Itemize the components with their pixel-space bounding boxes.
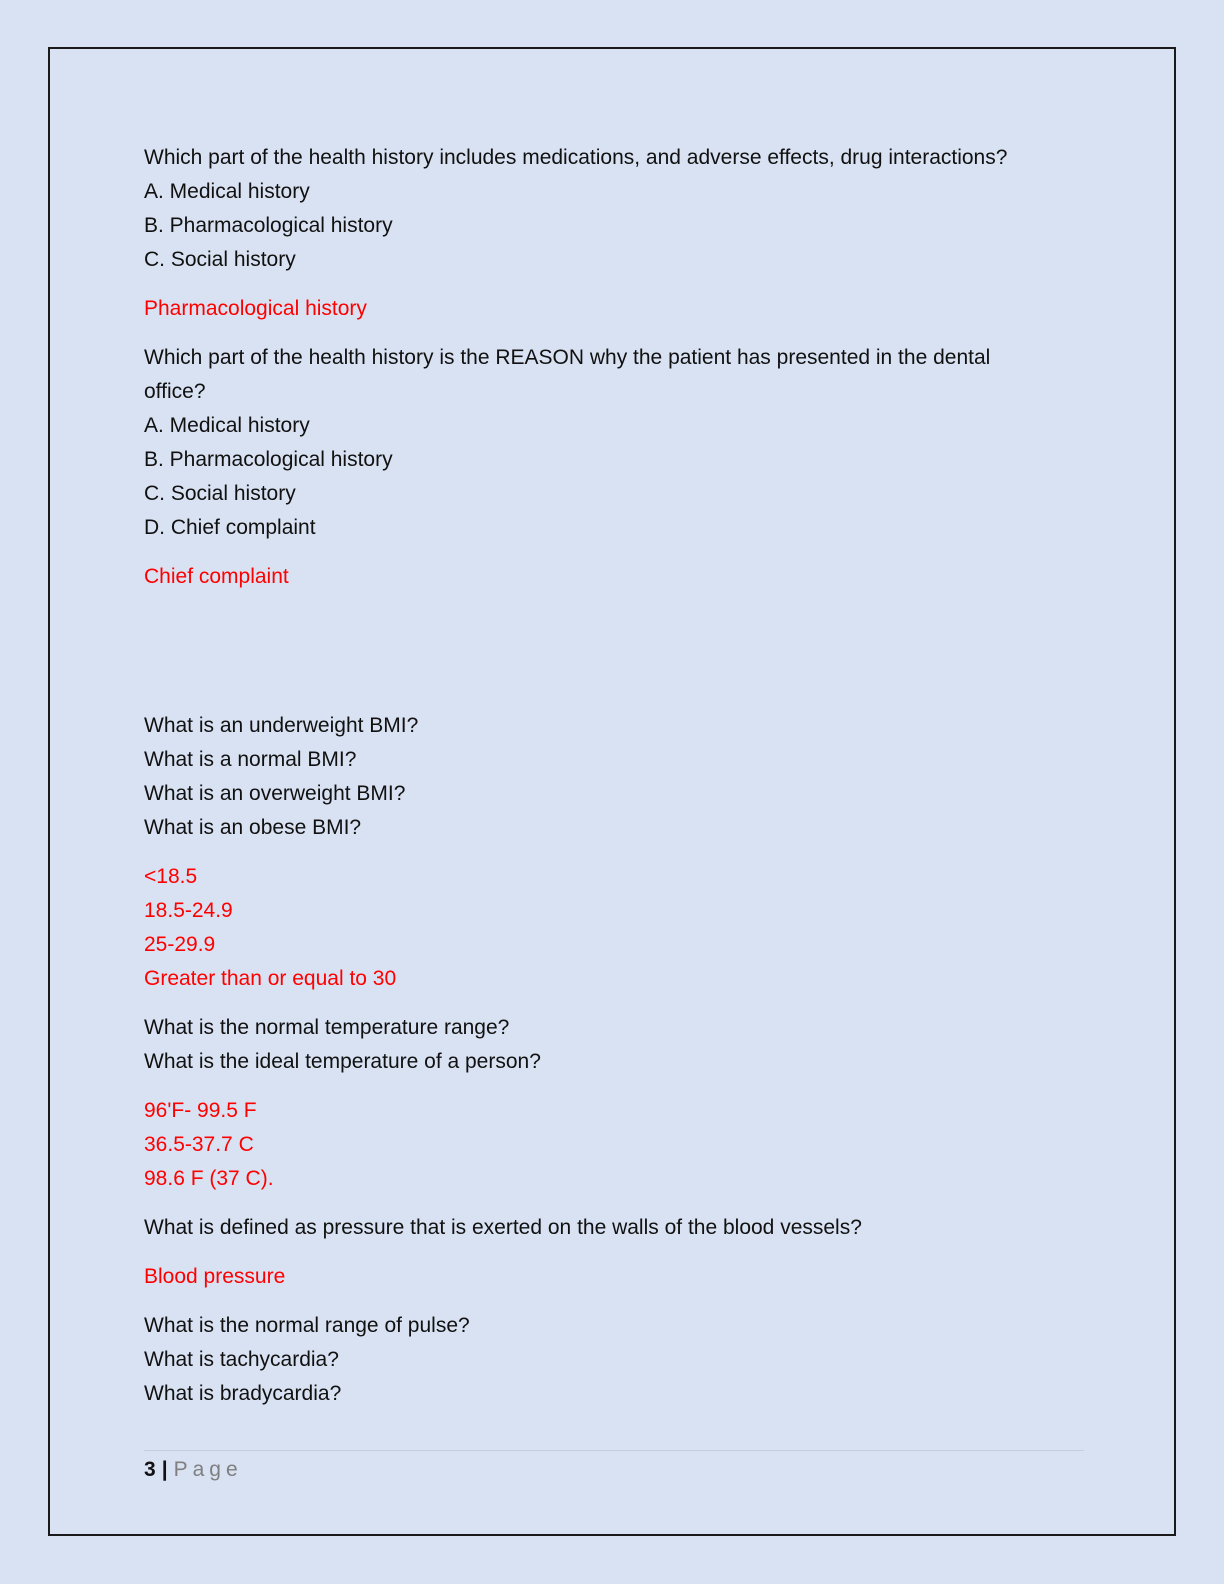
answer-text: 98.6 F (37 C).: [144, 1167, 274, 1190]
document-body: [144, 141, 1084, 1411]
option-b: B. Pharmacological history: [144, 448, 393, 471]
question-text: What is an underweight BMI?: [144, 714, 419, 737]
answer-text: 18.5-24.9: [144, 899, 233, 922]
question-text: What is an overweight BMI?: [144, 782, 406, 805]
question-text: What is bradycardia?: [144, 1382, 342, 1405]
answer-text: Greater than or equal to 30: [144, 967, 397, 990]
answer-text: 25-29.9: [144, 933, 216, 956]
question-text: What is defined as pressure that is exerted on the walls of the blood vessels?: [144, 1216, 862, 1239]
answer-text: Pharmacological history: [144, 297, 367, 320]
question-text: What is the ideal temperature of a person?: [144, 1050, 541, 1073]
question-block: [144, 1011, 1084, 1211]
question-text: What is the normal temperature range?: [144, 1016, 510, 1039]
answer-text: 36.5-37.7 C: [144, 1133, 254, 1156]
question-block: [144, 1211, 1084, 1309]
option-c: C. Social history: [144, 248, 296, 271]
footer-separator: |: [161, 1458, 168, 1481]
question-text: Which part of the health history is the REASON why the patient has presented in the dental: [144, 346, 991, 369]
answer-text: <18.5: [144, 865, 198, 888]
question-text: Which part of the health history includes medications, and adverse effects, drug interactions?: [144, 146, 1008, 169]
question-text-continued: office?: [144, 380, 206, 403]
question-text: What is an obese BMI?: [144, 816, 362, 839]
option-c: C. Social history: [144, 482, 296, 505]
answer-text: 96'F- 99.5 F: [144, 1099, 257, 1122]
question-text: What is tachycardia?: [144, 1348, 339, 1371]
option-d: D. Chief complaint: [144, 516, 316, 539]
question-block: [144, 709, 1084, 1011]
question-block: [144, 341, 1084, 709]
question-text: What is a normal BMI?: [144, 748, 357, 771]
option-a: A. Medical history: [144, 180, 310, 203]
option-a: A. Medical history: [144, 414, 310, 437]
answer-text: Chief complaint: [144, 565, 289, 588]
answer-text: Blood pressure: [144, 1265, 286, 1288]
option-b: B. Pharmacological history: [144, 214, 393, 237]
question-block: [144, 1309, 1084, 1411]
question-block: [144, 141, 1084, 341]
page-label: Page: [173, 1458, 243, 1481]
question-text: What is the normal range of pulse?: [144, 1314, 470, 1337]
page-number: 3: [144, 1458, 156, 1481]
page-footer: [144, 1450, 1084, 1485]
